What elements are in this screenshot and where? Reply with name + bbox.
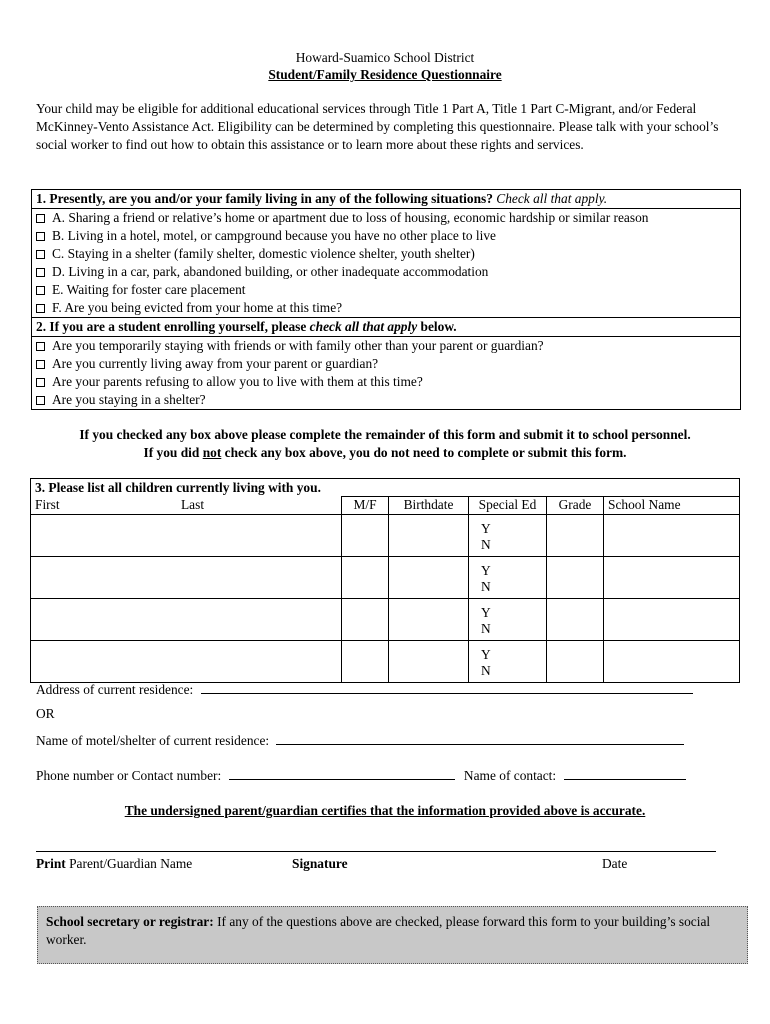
date-label: Date <box>602 856 628 871</box>
col-mf: M/F <box>342 497 389 515</box>
checkbox[interactable] <box>36 396 45 405</box>
grade-cell[interactable] <box>547 641 604 683</box>
yes-option[interactable]: Y <box>481 647 491 662</box>
school-cell[interactable] <box>604 557 740 599</box>
table-row <box>31 557 740 599</box>
grade-cell[interactable] <box>547 599 604 641</box>
yes-option[interactable]: Y <box>481 605 491 620</box>
table-row <box>31 515 740 557</box>
birthdate-cell[interactable] <box>389 641 469 683</box>
special-ed-cell[interactable] <box>469 599 547 641</box>
q1-heading <box>32 190 740 209</box>
option-label: Are you currently living away from your parent or guardian? <box>52 356 379 371</box>
option-label: C. Staying in a shelter (family shelter, domestic violence shelter, youth shelter) <box>52 246 475 261</box>
form-title: Student/Family Residence Questionnaire <box>268 67 502 82</box>
footer-bold: School secretary or registrar: <box>46 914 214 929</box>
option-label: Are your parents refusing to allow you to live with them at this time? <box>52 374 423 389</box>
grade-cell[interactable] <box>547 515 604 557</box>
q2-option-2[interactable] <box>32 355 740 373</box>
no-option[interactable]: N <box>481 621 491 636</box>
q1-option-f[interactable] <box>32 299 740 317</box>
mf-cell[interactable] <box>342 599 389 641</box>
print-rest: Parent/Guardian Name <box>69 856 193 871</box>
signature-label: Signature <box>292 856 348 871</box>
contact-field[interactable] <box>564 766 686 780</box>
notice-line-1: If you checked any box above please complete the remainder of this form and submit it to school personnel. <box>79 427 691 442</box>
motel-label: Name of motel/shelter of current residence: <box>36 733 270 748</box>
grade-cell[interactable] <box>547 557 604 599</box>
contact-label: Name of contact: <box>463 768 557 783</box>
checkbox[interactable] <box>36 304 45 313</box>
col-birthdate: Birthdate <box>389 497 469 515</box>
col-first: First <box>35 496 60 512</box>
name-cell[interactable] <box>31 641 342 683</box>
no-option[interactable]: N <box>481 579 491 594</box>
intro-paragraph: Your child may be eligible for additional educational services through Title 1 Part A, Title 1 Part C-Migrant, and/or Federal McKinney-Vento Assistance Act. Eligibility can be determined by completing this questionnaire. Please talk with your school’s social worker to find out how to obtain this assistance or to learn more about these rights and services. <box>36 101 719 152</box>
notice-line-2 <box>0 444 770 462</box>
q1-label: 1. Presently, are you and/or your family living in any of the following situations? <box>36 191 493 206</box>
q3-label: 3. Please list all children currently living with you. <box>31 479 740 497</box>
children-table <box>30 478 740 683</box>
print-bold: Print <box>36 856 66 871</box>
q1-option-a[interactable] <box>32 209 740 227</box>
birthdate-cell[interactable] <box>389 599 469 641</box>
name-cell[interactable] <box>31 599 342 641</box>
col-school: School Name <box>604 497 740 515</box>
notice-not: not <box>202 444 222 460</box>
checkbox[interactable] <box>36 268 45 277</box>
phone-field[interactable] <box>229 766 455 780</box>
yes-option[interactable]: Y <box>481 563 491 578</box>
table-row <box>31 641 740 683</box>
q1-option-d[interactable] <box>32 263 740 281</box>
checkbox[interactable] <box>36 360 45 369</box>
option-label: E. Waiting for foster care placement <box>52 282 246 297</box>
name-cell[interactable] <box>31 557 342 599</box>
q2-label-em: check all that apply <box>309 319 418 334</box>
option-label: Are you staying in a shelter? <box>52 392 206 407</box>
or-label: OR <box>36 706 55 721</box>
questions-box <box>31 189 741 410</box>
office-use-box <box>37 906 748 964</box>
q2-option-1[interactable] <box>32 337 740 355</box>
checkbox[interactable] <box>36 286 45 295</box>
q1-hint: Check all that apply. <box>496 191 608 206</box>
q1-option-c[interactable] <box>32 245 740 263</box>
motel-field[interactable] <box>276 731 684 745</box>
mf-cell[interactable] <box>342 515 389 557</box>
print-name-label <box>36 856 192 872</box>
checkbox[interactable] <box>36 342 45 351</box>
checkbox[interactable] <box>36 250 45 259</box>
name-cell[interactable] <box>31 515 342 557</box>
checkbox[interactable] <box>36 378 45 387</box>
checkbox[interactable] <box>36 214 45 223</box>
motel-row <box>36 731 684 749</box>
birthdate-cell[interactable] <box>389 515 469 557</box>
address-field[interactable] <box>201 680 693 694</box>
phone-row <box>36 766 686 784</box>
special-ed-cell[interactable] <box>469 557 547 599</box>
footer-text: If any of the questions above are checked, please forward this form to your building’s social worker. <box>46 914 711 947</box>
certification-statement: The undersigned parent/guardian certifies that the information provided above is accurate. <box>124 803 646 818</box>
col-special-ed: Special Ed <box>469 497 547 515</box>
address-label: Address of current residence: <box>36 682 194 697</box>
instructions-notice <box>0 426 770 461</box>
address-row <box>36 680 693 698</box>
q2-label-pre: 2. If you are a student enrolling yourself, please <box>36 319 307 334</box>
q2-option-4[interactable] <box>32 391 740 409</box>
option-label: A. Sharing a friend or relative’s home or apartment due to loss of housing, economic hardship or similar reason <box>52 210 649 225</box>
signature-line[interactable] <box>36 851 716 852</box>
option-label: B. Living in a hotel, motel, or campground because you have no other place to live <box>52 228 496 243</box>
birthdate-cell[interactable] <box>389 557 469 599</box>
no-option[interactable]: N <box>481 663 491 678</box>
q1-option-b[interactable] <box>32 227 740 245</box>
option-label: Are you temporarily staying with friends or with family other than your parent or guardian? <box>52 338 544 353</box>
notice-pre: If you did <box>143 444 200 460</box>
phone-label: Phone number or Contact number: <box>36 768 222 783</box>
checkbox[interactable] <box>36 232 45 241</box>
option-label: F. Are you being evicted from your home at this time? <box>52 300 343 315</box>
q2-option-3[interactable] <box>32 373 740 391</box>
notice-post: check any box above, you do not need to complete or submit this form. <box>224 444 627 460</box>
col-last: Last <box>181 496 205 512</box>
mf-cell[interactable] <box>342 557 389 599</box>
no-option[interactable]: N <box>481 537 491 552</box>
mf-cell[interactable] <box>342 641 389 683</box>
q1-option-e[interactable] <box>32 281 740 299</box>
name-header <box>31 497 342 515</box>
col-grade: Grade <box>547 497 604 515</box>
school-cell[interactable] <box>604 515 740 557</box>
q2-label-post: below. <box>420 319 457 334</box>
school-cell[interactable] <box>604 641 740 683</box>
school-cell[interactable] <box>604 599 740 641</box>
special-ed-cell[interactable] <box>469 515 547 557</box>
district-name: Howard-Suamico School District <box>295 50 475 65</box>
q2-heading <box>32 317 740 337</box>
option-label: D. Living in a car, park, abandoned building, or other inadequate accommodation <box>52 264 489 279</box>
special-ed-cell[interactable] <box>469 641 547 683</box>
table-header-row <box>31 497 740 515</box>
table-row <box>31 599 740 641</box>
yes-option[interactable]: Y <box>481 521 491 536</box>
